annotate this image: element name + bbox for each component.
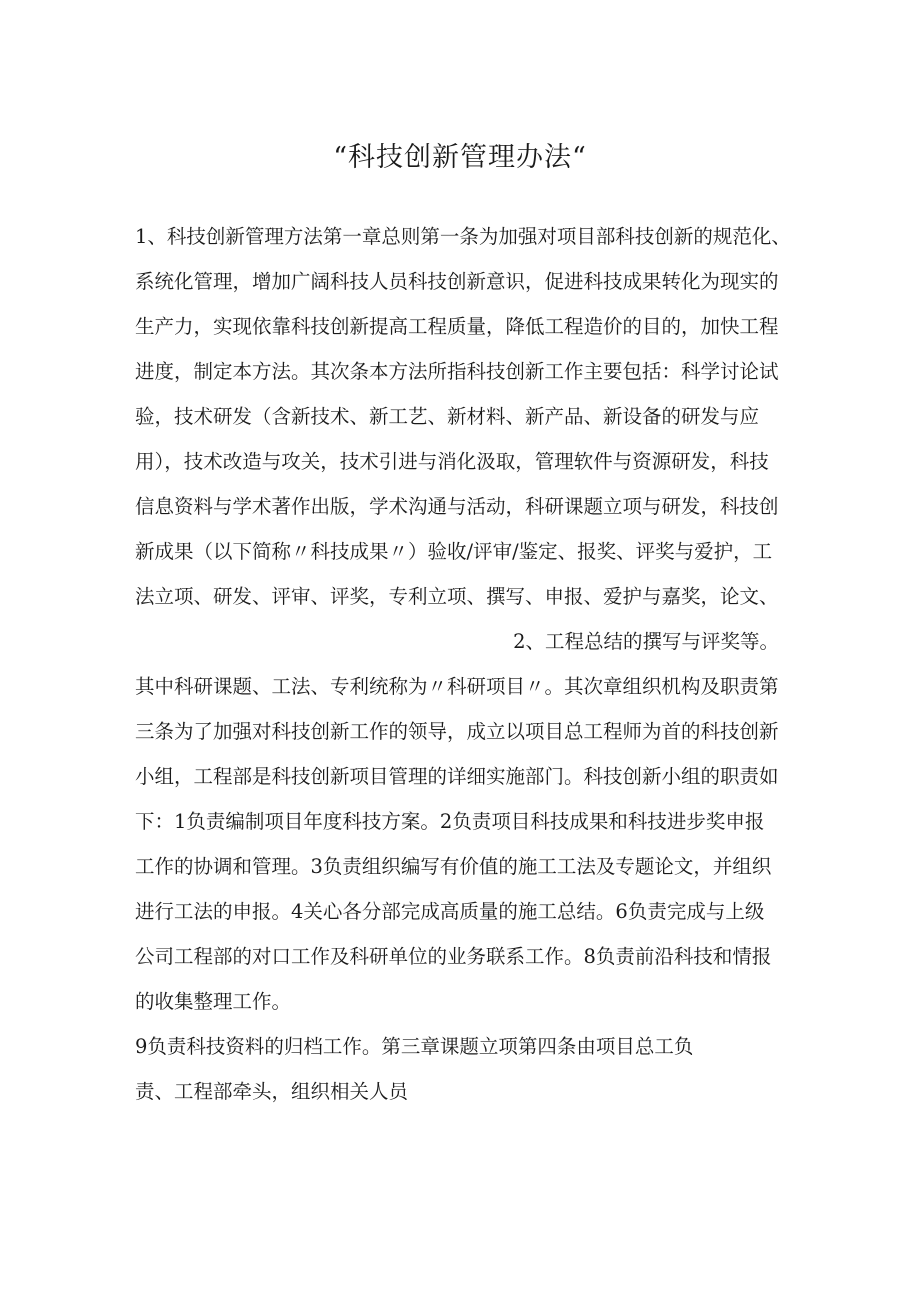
- text-line-11: 其中科研课题、工法、专利统称为〃科研项目〃。其次章组织机构及职责第: [135, 675, 779, 698]
- text-line-5: 验，技术研发（含新技术、新工艺、新材料、新产品、新设备的研发与应: [135, 405, 760, 428]
- document-title: “科技创新管理办法“: [333, 142, 587, 173]
- text-line-16: 进行工法的申报。4关心各分部完成高质量的施工总结。6负责完成与上级: [135, 900, 765, 923]
- text-line-12: 三条为了加强对科技创新工作的领导，成立以项目总工程师为首的科技创新: [135, 720, 779, 743]
- text-line-6: 用），技术改造与攻关，技术引进与消化汲取，管理软件与资源研发，科技: [135, 450, 769, 473]
- text-line-9: 法立项、研发、评审、评奖，专利立项、撰写、申报、爱护与嘉奖，论文、: [135, 585, 779, 608]
- text-line-17: 公司工程部的对口工作及科研单位的业务联系工作。8负责前沿科技和情报: [135, 945, 772, 968]
- text-line-19: 9负责科技资料的归档工作。第三章课题立项第四条由项目总工负: [135, 1035, 694, 1058]
- text-line-7: 信息资料与学术著作出版，学术沟通与活动，科研课题立项与研发，科技创: [135, 495, 779, 518]
- text-line-18: 的收集整理工作。: [135, 990, 292, 1013]
- text-line-1: 1、科技创新管理方法第一章总则第一条为加强对项目部科技创新的规范化、: [135, 225, 791, 248]
- text-line-20: 责、工程部牵头，组织相关人员: [135, 1080, 409, 1103]
- text-line-4: 进度，制定本方法。其次条本方法所指科技创新工作主要包括：科学讨论试: [135, 360, 779, 383]
- text-line-2: 系统化管理，增加广阔科技人员科技创新意识，促进科技成果转化为现实的: [135, 270, 779, 293]
- text-line-13: 小组，工程部是科技创新项目管理的详细实施部门。科技创新小组的职责如: [135, 765, 779, 788]
- text-line-3: 生产力，实现依靠科技创新提高工程质量，降低工程造价的目的，加快工程: [135, 315, 779, 338]
- section-heading-2: 2、工程总结的撰写与评奖等。: [513, 630, 779, 653]
- text-line-14: 下：1负责编制项目年度科技方案。2负责项目科技成果和科技进步奖申报: [135, 810, 765, 833]
- text-line-15: 工作的协调和管理。3负责组织编写有价值的施工工法及专题论文，并组织: [135, 855, 772, 878]
- text-line-8: 新成果（以下简称〃科技成果〃）验收/评审/鉴定、报奖、评奖与爱护，工: [135, 540, 773, 563]
